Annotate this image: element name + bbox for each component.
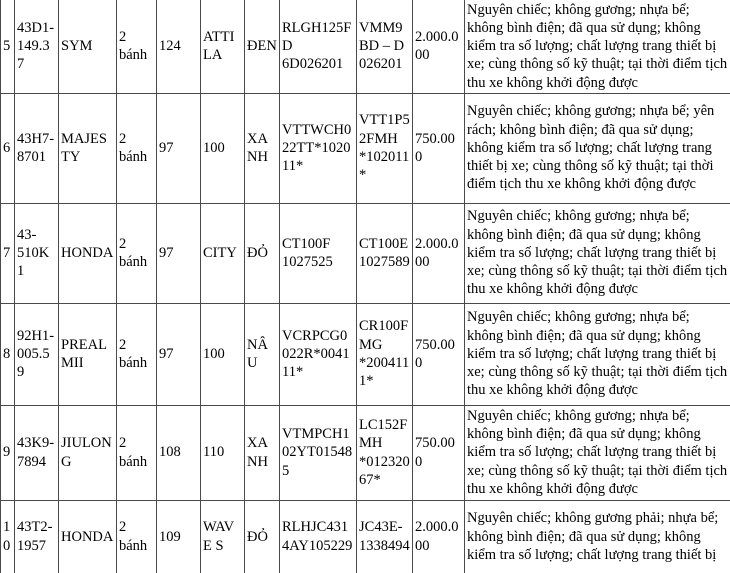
cell-model: CITY — [201, 203, 245, 303]
cell-row-number: 10 — [1, 500, 15, 573]
cell-row-number: 7 — [1, 203, 15, 303]
cell-color: ĐEN — [245, 0, 280, 93]
cell-frame-number: VTMPCH102YT015485 — [280, 405, 357, 500]
cell-description: Nguyên chiếc; không gương; nhựa bể; không bình điện; đã qua sử dụng; không kiểm tra số lượng; chất lượng trang thiết bị xe; cùng thông số kỹ thuật; tại thời điểm tịch thu xe không khởi động được — [465, 0, 730, 93]
cell-cc: 124 — [157, 0, 201, 93]
cell-model: 100 — [201, 303, 245, 405]
table-row — [1, 0, 730, 93]
cell-brand: SYM — [59, 0, 117, 93]
table-row — [1, 93, 730, 203]
cell-color: XANH — [245, 405, 280, 500]
cell-plate: 43D1-149.37 — [15, 0, 59, 93]
cell-description: Nguyên chiếc; không gương; nhựa bể; yên rách; không bình điện; đã qua sử dụng; không kiểm tra số lượng; chất lượng trang thiết bị xe; cùng thông số kỹ thuật; tại thời điểm tịch thu xe không khởi động được — [465, 93, 730, 203]
cell-model: 100 — [201, 93, 245, 203]
cell-plate: 43H7-8701 — [15, 93, 59, 203]
cell-price: 2.000.000 — [413, 0, 465, 93]
cell-engine-number: LC152FMH *01232067* — [357, 405, 413, 500]
table-row — [1, 203, 730, 303]
cell-engine-number: CR100FMG *2004111* — [357, 303, 413, 405]
cell-description: Nguyên chiếc; không gương; nhựa bể; không bình điện; đã qua sử dụng; không kiểm tra số lượng; chất lượng trang thiết bị xe; cùng thông số kỹ thuật; tại thời điểm tịch thu xe không khởi động được — [465, 203, 730, 303]
cell-frame-number: VCRPCG0022R*004111* — [280, 303, 357, 405]
cell-brand: MAJESTY — [59, 93, 117, 203]
cell-cc: 109 — [157, 500, 201, 573]
cell-price: 750.000 — [413, 303, 465, 405]
cell-model: WAVE S — [201, 500, 245, 573]
cell-color: ĐỎ — [245, 203, 280, 303]
cell-model: 110 — [201, 405, 245, 500]
cell-row-number: 8 — [1, 303, 15, 405]
cell-price: 2.000.000 — [413, 500, 465, 573]
cell-wheels: 2 bánh — [117, 405, 157, 500]
cell-price: 750.000 — [413, 93, 465, 203]
cell-brand: PREAL MII — [59, 303, 117, 405]
cell-frame-number: VTTWCH022TT*102011* — [280, 93, 357, 203]
table-row — [1, 500, 730, 573]
cell-wheels: 2 bánh — [117, 0, 157, 93]
cell-frame-number: RLGH125FD 6D026201 — [280, 0, 357, 93]
cell-color: XANH — [245, 93, 280, 203]
cell-plate: 43T2-1957 — [15, 500, 59, 573]
cell-plate: 92H1-005.59 — [15, 303, 59, 405]
cell-row-number: 5 — [1, 0, 15, 93]
cell-price: 2.000.000 — [413, 203, 465, 303]
cell-cc: 108 — [157, 405, 201, 500]
cell-engine-number: JC43E-1338494 — [357, 500, 413, 573]
cell-row-number: 9 — [1, 405, 15, 500]
cell-description: Nguyên chiếc; không gương phải; nhựa bể; không bình điện; đã qua sử dụng; không kiểm tra số lượng; chất lượng trang thiết bị — [465, 500, 730, 573]
cell-plate: 43K9-7894 — [15, 405, 59, 500]
cell-cc: 97 — [157, 93, 201, 203]
cell-frame-number: RLHJC4314AY105229 — [280, 500, 357, 573]
cell-price: 750.000 — [413, 405, 465, 500]
table-row — [1, 405, 730, 500]
cell-description: Nguyên chiếc; không gương; nhựa bể; không bình điện; đã qua sử dụng; không kiểm tra số lượng; chất lượng trang thiết bị xe; cùng thông số kỹ thuật; tại thời điểm tịch thu xe không khởi động được — [465, 405, 730, 500]
cell-frame-number: CT100F 1027525 — [280, 203, 357, 303]
cell-wheels: 2 bánh — [117, 500, 157, 573]
cell-cc: 97 — [157, 303, 201, 405]
table-row — [1, 303, 730, 405]
cell-plate: 43-510K1 — [15, 203, 59, 303]
cell-brand: HONDA — [59, 203, 117, 303]
cell-engine-number: VTT1P52FMH *102011* — [357, 93, 413, 203]
cell-row-number: 6 — [1, 93, 15, 203]
cell-wheels: 2 bánh — [117, 93, 157, 203]
cell-wheels: 2 bánh — [117, 303, 157, 405]
cell-brand: HONDA — [59, 500, 117, 573]
cell-wheels: 2 bánh — [117, 203, 157, 303]
cell-engine-number: VMM9BD – D 026201 — [357, 0, 413, 93]
cell-description: Nguyên chiếc; không gương; nhựa bể; không bình điện; đã qua sử dụng; không kiểm tra số lượng; chất lượng trang thiết bị xe; cùng thông số kỹ thuật; tại thời điểm tịch thu xe không khởi động được — [465, 303, 730, 405]
cell-color: ĐỎ — [245, 500, 280, 573]
cell-cc: 97 — [157, 203, 201, 303]
cell-engine-number: CT100E 1027589 — [357, 203, 413, 303]
cell-model: ATTILA — [201, 0, 245, 93]
cell-color: NÂU — [245, 303, 280, 405]
cell-brand: JIULONG — [59, 405, 117, 500]
